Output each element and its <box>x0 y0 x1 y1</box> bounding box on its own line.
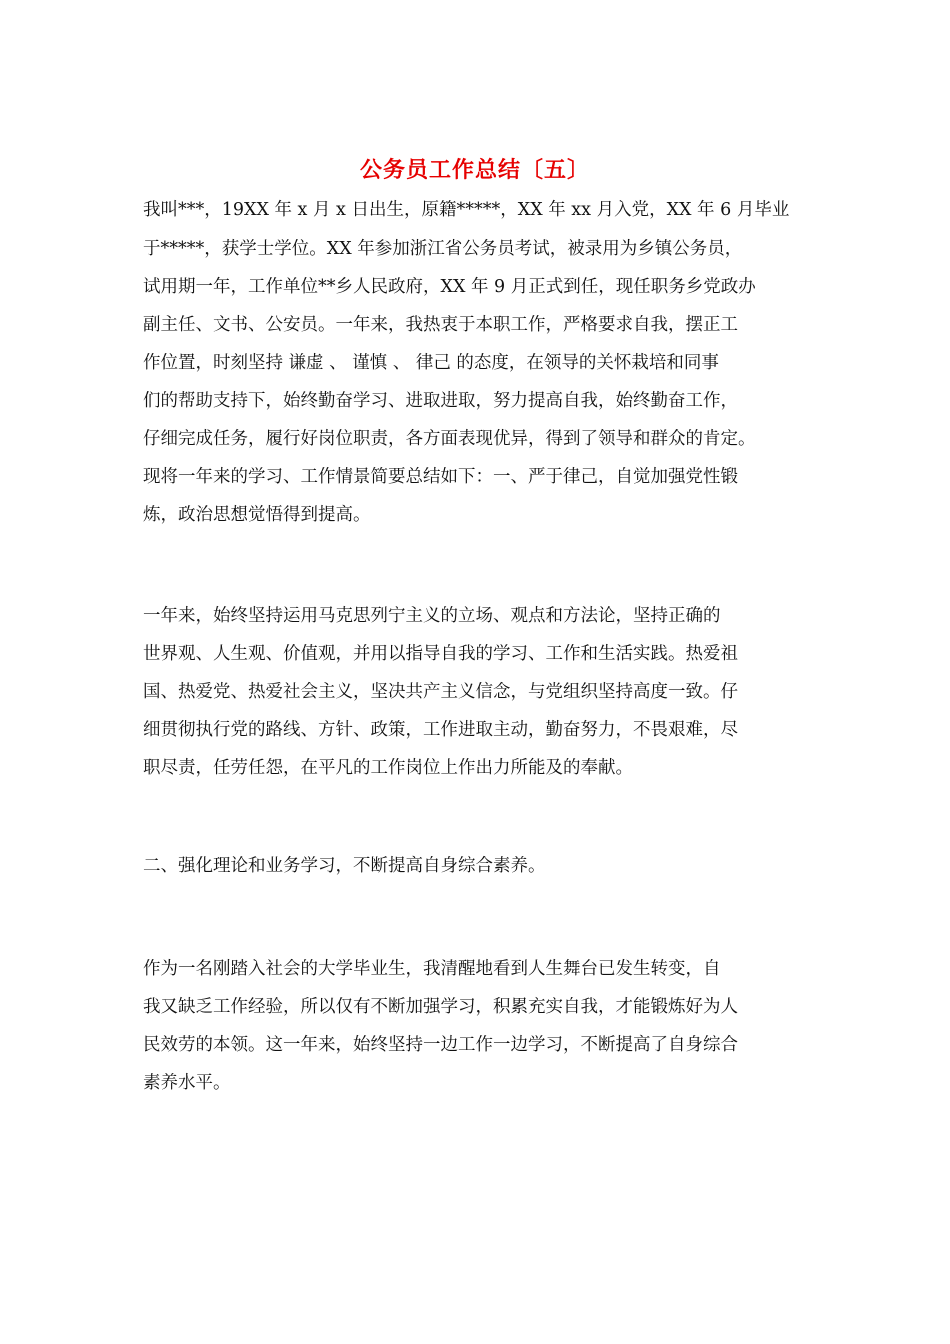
intro-line: 作位置，时刻坚持 谦虚 、 谨慎 、 律己 的态度，在领导的关怀栽培和同事 <box>143 353 719 373</box>
intro-line: 们的帮助支持下，始终勤奋学习、进取进取，努力提高自我，始终勤奋工作， <box>143 391 738 411</box>
document-title: 公务员工作总结〔五〕 <box>359 157 590 183</box>
paragraph-1-line: 职尽责，任劳任怨，在平凡的工作岗位上作出力所能及的奉献。 <box>143 758 633 778</box>
intro-line: 于*****，获学士学位。XX 年参加浙江省公务员考试，被录用为乡镇公务员， <box>143 239 743 259</box>
paragraph-2-line: 民效劳的本领。这一年来，始终坚持一边工作一边学习，不断提高了自身综合 <box>143 1035 738 1055</box>
intro-line: 试用期一年，工作单位**乡人民政府，XX 年 9 月正式到任，现任职务乡党政办 <box>143 277 756 297</box>
intro-line: 炼，政治思想觉悟得到提高。 <box>143 505 371 525</box>
paragraph-2-line: 素养水平。 <box>143 1073 231 1093</box>
paragraph-1-line: 世界观、人生观、价值观，并用以指导自我的学习、工作和生活实践。热爱祖 <box>143 644 738 664</box>
paragraph-1-line: 国、热爱党、热爱社会主义，坚决共产主义信念，与党组织坚持高度一致。仔 <box>143 682 738 702</box>
paragraph-2-line: 作为一名刚踏入社会的大学毕业生，我清醒地看到人生舞台已发生转变，自 <box>143 959 721 979</box>
paragraph-1-line: 细贯彻执行党的路线、方针、政策，工作进取主动，勤奋努力，不畏艰难，尽 <box>143 720 738 740</box>
section-heading-2: 二、强化理论和业务学习，不断提高自身综合素养。 <box>143 856 546 876</box>
intro-line: 现将一年来的学习、工作情景简要总结如下：一、严于律己，自觉加强党性锻 <box>143 467 738 487</box>
paragraph-1-line: 一年来，始终坚持运用马克思列宁主义的立场、观点和方法论，坚持正确的 <box>143 606 721 626</box>
intro-line: 副主任、文书、公安员。一年来，我热衷于本职工作，严格要求自我，摆正工 <box>143 315 738 335</box>
intro-line: 我叫***，19XX 年 x 月 x 日出生，原籍*****，XX 年 xx 月入党，XX 年 6 月毕业 <box>143 200 790 220</box>
intro-line: 仔细完成任务，履行好岗位职责，各方面表现优异，得到了领导和群众的肯定。 <box>143 429 756 449</box>
paragraph-2-line: 我又缺乏工作经验，所以仅有不断加强学习，积累充实自我，才能锻炼好为人 <box>143 997 738 1017</box>
